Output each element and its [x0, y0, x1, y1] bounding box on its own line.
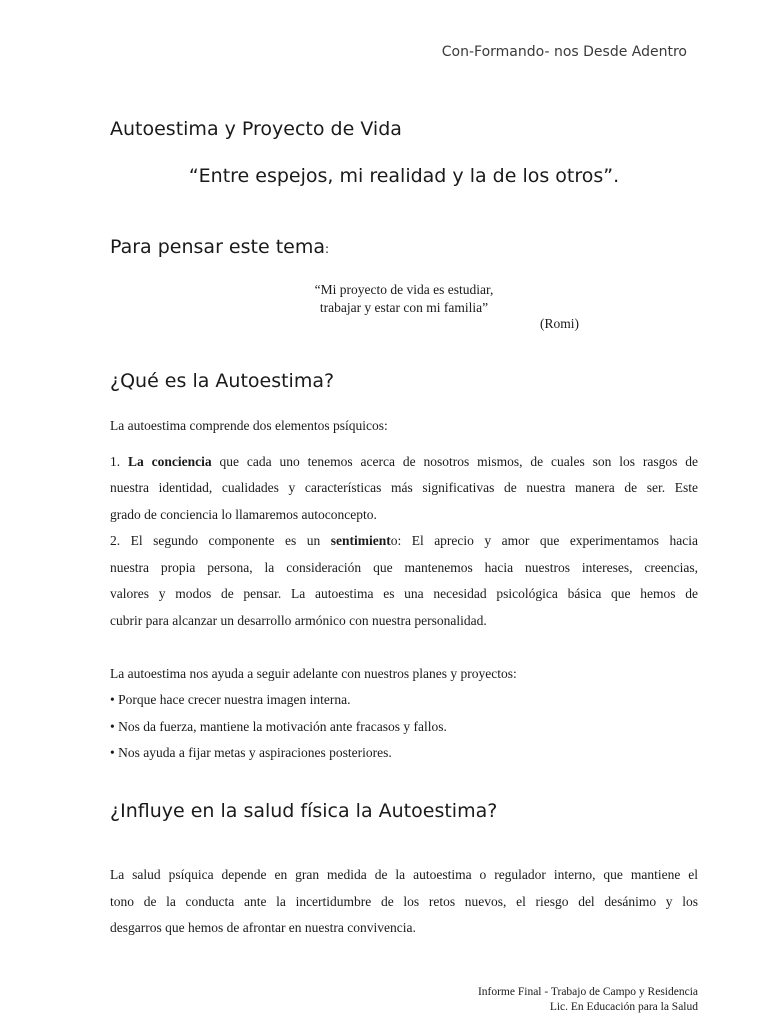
running-header: Con-Formando- nos Desde Adentro	[441, 44, 687, 60]
quote-author: (Romi)	[540, 316, 579, 331]
point-2-line-1	[110, 528, 698, 555]
quote-line-1: “Mi proyecto de vida es estudiar,	[314, 282, 494, 297]
what-section-body	[110, 413, 698, 767]
point-2-line-2: nuestra propia persona, la consideración que mantenemos hacia nuestros intereses, creencias,	[110, 559, 698, 575]
think-section-heading	[110, 236, 329, 258]
health-section-heading: ¿Influye en la salud física la Autoestima?	[110, 800, 498, 822]
bullet-item: • Porque hace crecer nuestra imagen interna.	[110, 692, 351, 707]
point-2-text: : El aprecio y amor que experimentamos hacia	[397, 533, 698, 548]
bullet-item: • Nos da fuerza, mantiene la motivación ante fracasos y fallos.	[110, 718, 447, 734]
health-line-2: tono de la conducta ante la incertidumbre de los retos nuevos, el riesgo del desánimo y los	[110, 893, 698, 909]
health-line-3: desgarros que hemos de afrontar en nuestra convivencia.	[110, 920, 416, 935]
quote-block	[270, 281, 538, 317]
point-2-bold-end: o	[390, 533, 398, 548]
point-1-bold: La conciencia	[128, 453, 212, 469]
point-2-line-3: valores y modos de pensar. La autoestima es una necesidad psicológica básica que hemos de	[110, 586, 698, 601]
point-1-number: 1.	[110, 453, 129, 469]
point-2-prefix: 2. El segundo componente es un	[110, 533, 331, 548]
bullet-item: • Nos ayuda a fijar metas y aspiraciones posteriores.	[110, 745, 392, 760]
point-2-line-4: cubrir para alcanzar un desarrollo armónico con nuestra personalidad.	[110, 612, 487, 628]
think-heading-colon: :	[324, 242, 330, 256]
health-line-1: La salud psíquica depende en gran medida de la autoestima o regulador interno, que mantiene el	[110, 867, 698, 882]
what-section-heading: ¿Qué es la Autoestima?	[110, 370, 335, 392]
health-section-body	[110, 862, 698, 942]
footer-line-2: Lic. En Educación para la Salud	[549, 1001, 698, 1013]
helps-intro: La autoestima nos ayuda a seguir adelante con nuestros planes y proyectos:	[110, 665, 517, 681]
point-2-bold: sentimient	[330, 533, 391, 548]
point-1-line-3: grado de conciencia lo llamaremos autoconcepto.	[110, 506, 377, 522]
point-1-line-2: nuestra identidad, cualidades y características más significativas de nuestra manera de ser. Este	[110, 480, 698, 495]
footer-line-1: Informe Final - Trabajo de Campo y Residencia	[477, 986, 698, 998]
document-subtitle: “Entre espejos, mi realidad y la de los otros”.	[188, 165, 620, 187]
intro-paragraph: La autoestima comprende dos elementos psíquicos:	[110, 418, 388, 433]
point-1-text: que cada uno tenemos acerca de nosotros mismos, de cuales son los rasgos de	[211, 453, 698, 469]
quote-line-2: trabajar y estar con mi familia”	[319, 300, 489, 315]
document-title: Autoestima y Proyecto de Vida	[110, 118, 402, 140]
think-heading-text: Para pensar este tema	[110, 236, 325, 258]
point-1-line-1	[110, 449, 698, 476]
page-footer	[478, 985, 698, 1015]
